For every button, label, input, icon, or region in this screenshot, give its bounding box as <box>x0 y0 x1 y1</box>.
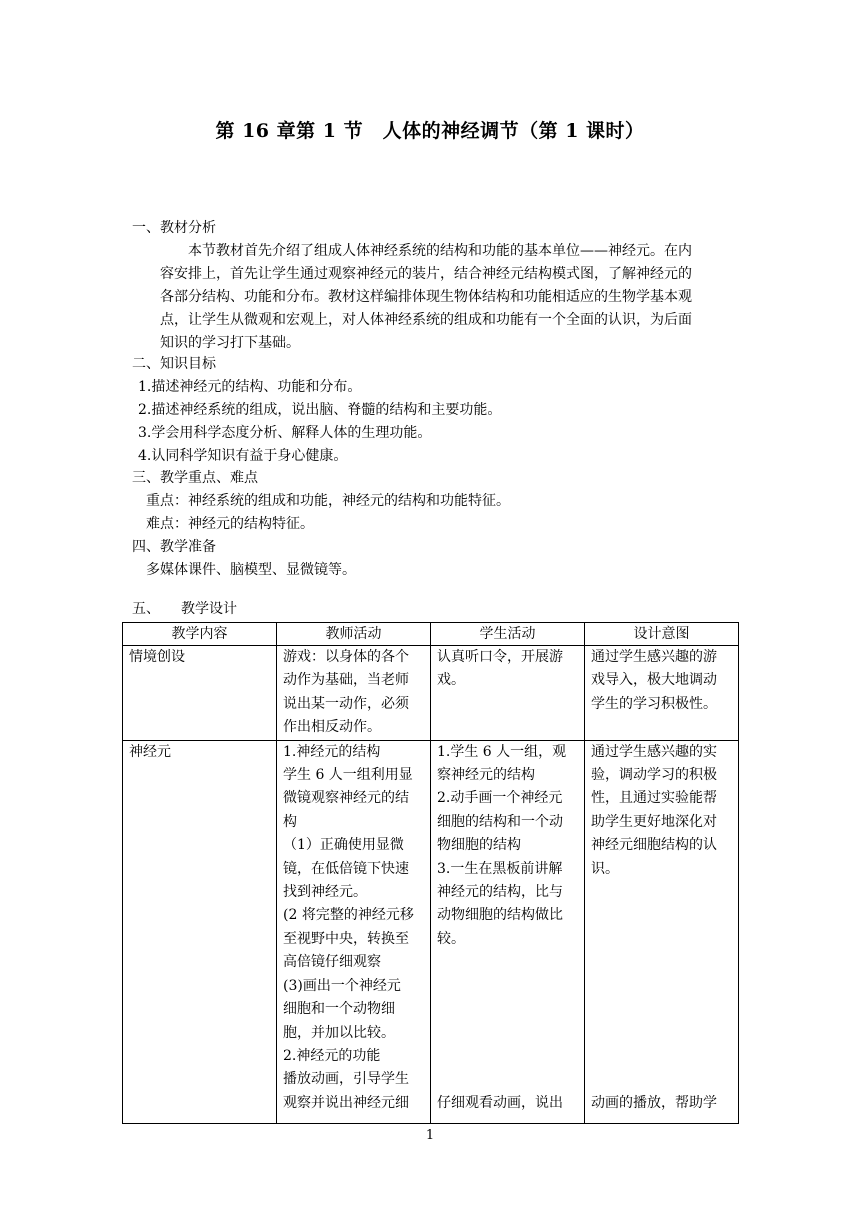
cell-line: 通过学生感兴趣的游 <box>591 649 717 665</box>
table-header-cell: 教师活动 <box>277 623 431 646</box>
paragraph-line: 知识的学习打下基础。 <box>160 335 300 351</box>
cell-line <box>591 975 732 998</box>
cell-line: 镜，在低倍镜下快速 <box>283 860 409 877</box>
cell-line: 细胞的结构和一个动 <box>437 813 563 830</box>
cell-line: 情境创设 <box>129 649 185 665</box>
table-cell-student <box>431 740 585 1123</box>
cell-line: (2 将完整的神经元移 <box>283 907 414 924</box>
paragraph-line: 点，让学生从微观和宏观上，对人体神经系统的组成和功能有一个全面的认识，为后面 <box>160 312 692 328</box>
cell-line: 1.神经元的结构 <box>283 743 381 760</box>
cell-line: 戏导入，极大地调动 <box>591 672 717 689</box>
cell-line <box>591 1068 732 1091</box>
page-title: 第 16 章第 1 节 人体的神经调节（第 1 课时） <box>215 120 645 142</box>
cell-line: 识。 <box>591 860 619 877</box>
table-header-row <box>123 623 739 646</box>
table-cell-intent <box>585 740 739 1123</box>
cell-line: 构 <box>283 813 297 830</box>
cell-line: 找到神经元。 <box>283 884 367 901</box>
textbook-analysis-paragraph <box>160 240 740 355</box>
cell-line: 察神经元的结构 <box>437 767 535 784</box>
cell-line: 神经元 <box>129 743 171 760</box>
cell-line <box>591 951 732 974</box>
goal-item: 4.认同科学知识有益于身心健康。 <box>138 448 348 464</box>
table-header-cell: 教学内容 <box>123 623 277 646</box>
cell-line: 戏。 <box>437 672 465 689</box>
cell-line: 2.动手画一个神经元 <box>437 790 563 807</box>
cell-line: 认真听口令，开展游 <box>437 649 563 665</box>
table-cell-content <box>123 740 277 1123</box>
section-heading-teaching-design: 五、 教学设计 <box>132 601 237 617</box>
table-header-cell: 设计意图 <box>585 623 739 646</box>
table-cell-student <box>431 646 585 741</box>
cell-line: 游戏：以身体的各个 <box>283 649 409 665</box>
section-heading-key-points: 三、教学重点、难点 <box>132 470 258 486</box>
cell-line: 2.神经元的功能 <box>283 1047 381 1064</box>
cell-line: 高倍镜仔细观察 <box>283 954 381 971</box>
cell-line: 助学生更好地深化对 <box>591 813 717 830</box>
cell-line: 通过学生感兴趣的实 <box>591 743 717 760</box>
paragraph-line: 本节教材首先介绍了组成人体神经系统的结构和功能的基本单位——神经元。在内 <box>188 243 692 259</box>
section-heading-preparation: 四、教学准备 <box>132 539 216 555</box>
cell-line: (3)画出一个神经元 <box>283 977 401 994</box>
cell-line: 细胞和一个动物细 <box>283 1001 395 1018</box>
key-point-text: 重点：神经系统的组成和功能，神经元的结构和功能特征。 <box>146 493 510 509</box>
cell-line: 物细胞的结构 <box>437 837 521 854</box>
cell-line: 观察并说出神经元细 <box>283 1094 409 1111</box>
table-header-cell: 学生活动 <box>431 623 585 646</box>
cell-line <box>591 1022 732 1045</box>
cell-line: 动物细胞的结构做比 <box>437 907 563 924</box>
cell-line <box>437 1068 578 1091</box>
cell-line: 3.一生在黑板前讲解 <box>437 860 563 877</box>
goal-item: 3.学会用科学态度分析、解释人体的生理功能。 <box>138 425 432 441</box>
cell-line: 动画的播放，帮助学 <box>591 1094 717 1111</box>
cell-line <box>591 1045 732 1068</box>
cell-line: 至视野中央，转换至 <box>283 930 409 947</box>
cell-line <box>437 1022 578 1045</box>
cell-line <box>437 998 578 1021</box>
cell-line <box>437 1045 578 1068</box>
cell-line: 说出某一动作，必须 <box>283 695 409 712</box>
cell-line: 微镜观察神经元的结 <box>283 790 409 807</box>
cell-line: 性，且通过实验能帮 <box>591 790 717 807</box>
cell-line: 胞，并加以比较。 <box>283 1024 395 1041</box>
cell-line <box>591 881 732 904</box>
section-heading-knowledge-goals: 二、知识目标 <box>132 356 216 372</box>
cell-line: 仔细观看动画，说出 <box>437 1094 563 1111</box>
table-cell-teacher <box>277 646 431 741</box>
table-row <box>123 740 739 1123</box>
cell-line: 神经元细胞结构的认 <box>591 837 717 854</box>
goal-item: 1.描述神经元的结构、功能和分布。 <box>138 379 362 395</box>
cell-line <box>437 975 578 998</box>
table-row <box>123 646 739 741</box>
goal-item: 2.描述神经系统的组成，说出脑、脊髓的结构和主要功能。 <box>138 402 502 418</box>
cell-line <box>437 951 578 974</box>
paragraph-line: 各部分结构、功能和分布。教材这样编排体现生物体结构和功能相适应的生物学基本观 <box>160 289 692 305</box>
cell-line <box>591 998 732 1021</box>
page-number: 1 <box>425 1128 435 1143</box>
cell-line: 1.学生 6 人一组，观 <box>437 743 567 760</box>
paragraph-line: 容安排上，首先让学生通过观察神经元的装片，结合神经元结构模式图，了解神经元的 <box>160 266 692 282</box>
cell-line: 动作为基础，当老师 <box>283 672 409 689</box>
teaching-design-table <box>122 622 739 1124</box>
cell-line: （1）正确使用显微 <box>283 837 404 854</box>
cell-line <box>591 904 732 927</box>
cell-line: 较。 <box>437 930 465 947</box>
cell-line: 神经元的结构，比与 <box>437 884 563 901</box>
table-cell-intent <box>585 646 739 741</box>
cell-line: 验，调动学习的积极 <box>591 767 717 784</box>
difficult-point-text: 难点：神经元的结构特征。 <box>146 516 314 532</box>
cell-line <box>591 928 732 951</box>
cell-line: 作出相反动作。 <box>283 719 381 736</box>
section-heading-textbook-analysis: 一、教材分析 <box>132 220 216 236</box>
cell-line: 学生 6 人一组利用显 <box>283 767 413 784</box>
cell-line: 播放动画，引导学生 <box>283 1071 409 1088</box>
preparation-text: 多媒体课件、脑模型、显微镜等。 <box>146 562 356 578</box>
cell-line: 学生的学习积极性。 <box>591 695 717 712</box>
table-cell-content <box>123 646 277 741</box>
table-cell-teacher <box>277 740 431 1123</box>
